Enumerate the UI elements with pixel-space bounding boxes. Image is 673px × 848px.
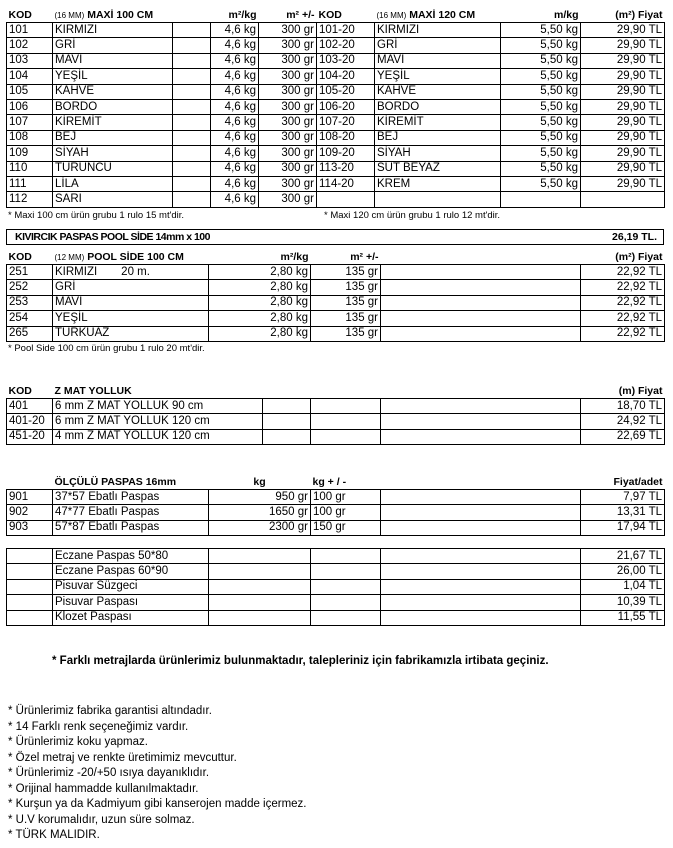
color-cell: GRİ — [375, 38, 501, 53]
amount-cell: 300 gr — [259, 23, 317, 38]
maxi100-note: * Maxi 100 cm ürün grubu 1 rulo 15 mt'dir. — [8, 210, 185, 221]
amount-cell: 135 gr — [311, 265, 381, 280]
kod-cell: 104 — [7, 69, 53, 84]
empty-cell — [381, 490, 581, 505]
table-row — [7, 130, 665, 145]
kod-cell: 102-20 — [317, 38, 375, 53]
amount-cell: 300 gr — [259, 130, 317, 145]
amount-cell: 150 gr — [311, 520, 381, 535]
price-cell: 22,92 TL — [581, 295, 665, 310]
empty-cell — [381, 414, 581, 429]
empty-cell — [7, 564, 53, 579]
color-cell — [53, 311, 209, 326]
weight-cell: 2,80 kg — [209, 265, 311, 280]
pool-header-size: (12 MM) — [54, 252, 85, 262]
empty-cell — [381, 265, 581, 280]
olculu-header-price: Fiyat/adet — [613, 475, 663, 488]
color-cell: KİREMİT — [375, 115, 501, 130]
price-cell: 26,00 TL — [581, 564, 665, 579]
olculu-header-unit: kg — [253, 475, 266, 488]
feature-item: * Ürünlerimiz koku yapmaz. — [8, 736, 148, 748]
table-row — [7, 84, 665, 99]
pool-header-unit: m²/kg — [280, 250, 309, 263]
kod-cell: 254 — [7, 311, 53, 326]
color-label: KIRMIZI — [55, 265, 98, 278]
color-cell: KREM — [375, 176, 501, 191]
olculu-header-row — [7, 475, 665, 490]
kivircik-title: KIVIRCIK PASPAS POOL SİDE 14mm x 100 — [15, 231, 210, 243]
amount-cell: 300 gr — [259, 99, 317, 114]
kod-cell: 101-20 — [317, 23, 375, 38]
maxi-table — [6, 8, 665, 208]
color-cell — [375, 192, 501, 207]
price-cell: 18,70 TL — [581, 399, 665, 414]
color-label: YEŞİL — [55, 311, 88, 324]
weight-cell: 4,6 kg — [211, 161, 259, 176]
price-cell: 10,39 TL — [581, 595, 665, 610]
price-cell: 1,04 TL — [581, 579, 665, 594]
kod-cell: 902 — [7, 505, 53, 520]
weight-cell: 5,50 kg — [501, 176, 581, 191]
weight-cell: 4,6 kg — [211, 23, 259, 38]
name-cell: 4 mm Z MAT YOLLUK 120 cm — [53, 429, 263, 444]
price-cell: 29,90 TL — [581, 176, 665, 191]
empty-cell — [173, 38, 211, 53]
feature-item: * Ürünlerimiz -20/+50 ısıya dayanıklıdır. — [8, 767, 210, 779]
price-cell: 29,90 TL — [581, 130, 665, 145]
table-row — [7, 549, 665, 564]
weight-cell: 4,6 kg — [211, 38, 259, 53]
table-row — [7, 505, 665, 520]
kod-cell: 106-20 — [317, 99, 375, 114]
kod-cell: 107-20 — [317, 115, 375, 130]
kod-cell: 108-20 — [317, 130, 375, 145]
color-cell — [53, 280, 209, 295]
amount-cell: 300 gr — [259, 84, 317, 99]
weight-cell: 4,6 kg — [211, 84, 259, 99]
empty-cell — [381, 520, 581, 535]
farkli-metraj-note: * Farklı metrajlarda ürünlerimiz bulunmaktadır, talepleriniz için fabrikamızla irtibata geçiniz. — [52, 655, 549, 667]
color-cell: BEJ — [53, 130, 173, 145]
empty-cell — [173, 23, 211, 38]
price-cell: 22,69 TL — [581, 429, 665, 444]
kod-cell: 252 — [7, 280, 53, 295]
amount-cell: 135 gr — [311, 311, 381, 326]
maxi-header-unit: m²/kg — [228, 8, 257, 21]
feature-item: * Kurşun ya da Kadmiyum gibi kanserojen madde içermez. — [8, 798, 307, 810]
maxi-header-kod: KOD — [8, 8, 32, 21]
weight-cell: 2,80 kg — [209, 280, 311, 295]
color-cell: YEŞİL — [53, 69, 173, 84]
olculu-header-amount: kg + / - — [312, 475, 347, 488]
feature-item: * Özel metraj ve renkte üretimimiz mevcuttur. — [8, 751, 237, 764]
empty-cell — [263, 399, 311, 414]
name-cell: 57*87 Ebatlı Paspas — [53, 520, 209, 535]
price-cell: 29,90 TL — [581, 161, 665, 176]
kod-cell: 401 — [7, 399, 53, 414]
pool-table — [6, 250, 665, 342]
amount-cell: 100 gr — [311, 490, 381, 505]
weight-cell: 5,50 kg — [501, 69, 581, 84]
feature-item: * U.V korumalıdır, uzun süre solmaz. — [8, 813, 195, 826]
zmat-table — [6, 384, 665, 445]
color-cell — [53, 326, 209, 341]
weight-cell: 5,50 kg — [501, 115, 581, 130]
empty-cell — [311, 399, 381, 414]
color-cell: MAVİ — [53, 53, 173, 68]
empty-cell — [381, 311, 581, 326]
empty-cell — [209, 549, 311, 564]
amount-cell: 300 gr — [259, 161, 317, 176]
table-row — [7, 326, 665, 341]
amount-cell: 135 gr — [311, 326, 381, 341]
table-row — [7, 429, 665, 444]
empty-cell — [311, 549, 381, 564]
weight-cell: 5,50 kg — [501, 161, 581, 176]
color-label: TURKUAZ — [55, 327, 110, 340]
name-cell: Eczane Paspas 60*90 — [53, 564, 209, 579]
name-cell: 47*77 Ebatlı Paspas — [53, 505, 209, 520]
price-cell: 22,92 TL — [581, 311, 665, 326]
empty-cell — [173, 192, 211, 207]
color-label: MAVİ — [55, 296, 83, 309]
table-row — [7, 490, 665, 505]
empty-cell — [381, 549, 581, 564]
table-row — [7, 311, 665, 326]
maxi120-header-name: MAXİ 120 CM — [409, 8, 476, 21]
price-cell: 13,31 TL — [581, 505, 665, 520]
color-cell: SİYAH — [53, 146, 173, 161]
price-cell: 29,90 TL — [581, 69, 665, 84]
color-cell — [53, 265, 209, 280]
table-row — [7, 265, 665, 280]
empty-cell — [173, 115, 211, 130]
price-cell: 7,97 TL — [581, 490, 665, 505]
weight-cell: 2,80 kg — [209, 326, 311, 341]
table-row — [7, 146, 665, 161]
empty-cell — [381, 505, 581, 520]
color-cell — [53, 295, 209, 310]
feature-item: * TÜRK MALIDIR. — [8, 829, 100, 841]
empty-cell — [381, 429, 581, 444]
price-cell: 22,92 TL — [581, 280, 665, 295]
table-row — [7, 295, 665, 310]
maxi-header-amount: m² +/- — [286, 8, 315, 21]
other-table — [6, 548, 665, 626]
name-cell: 37*57 Ebatlı Paspas — [53, 490, 209, 505]
empty-cell — [173, 53, 211, 68]
amount-cell: 135 gr — [311, 295, 381, 310]
price-cell: 29,90 TL — [581, 23, 665, 38]
price-cell: 17,94 TL — [581, 520, 665, 535]
empty-cell — [263, 429, 311, 444]
empty-cell — [209, 579, 311, 594]
color-cell: BEJ — [375, 130, 501, 145]
weight-cell: 1650 gr — [209, 505, 311, 520]
price-cell: 11,55 TL — [581, 610, 665, 625]
color-cell: KAHVE — [375, 84, 501, 99]
price-cell: 29,90 TL — [581, 99, 665, 114]
weight-cell: 4,6 kg — [211, 69, 259, 84]
price-cell: 22,92 TL — [581, 265, 665, 280]
empty-cell — [311, 564, 381, 579]
feature-item: * 14 Farklı renk seçeneğimiz vardır. — [8, 720, 189, 733]
color-cell: LİLA — [53, 176, 173, 191]
weight-cell: 5,50 kg — [501, 130, 581, 145]
empty-cell — [173, 161, 211, 176]
color-cell: SÜT BEYAZ — [375, 161, 501, 176]
color-cell: KAHVE — [53, 84, 173, 99]
table-row — [7, 414, 665, 429]
weight-cell: 950 gr — [209, 490, 311, 505]
empty-cell — [7, 610, 53, 625]
price-cell: 29,90 TL — [581, 38, 665, 53]
maxi120-note: * Maxi 120 cm ürün grubu 1 rulo 12 mt'dir. — [324, 210, 501, 221]
empty-cell — [173, 84, 211, 99]
table-row — [7, 564, 665, 579]
empty-cell — [381, 280, 581, 295]
name-cell: Pisuvar Paspası — [53, 595, 209, 610]
weight-cell: 4,6 kg — [211, 176, 259, 191]
name-cell: 6 mm Z MAT YOLLUK 90 cm — [53, 399, 263, 414]
empty-cell — [311, 579, 381, 594]
amount-cell: 100 gr — [311, 505, 381, 520]
empty-cell — [311, 414, 381, 429]
weight-cell: 5,50 kg — [501, 99, 581, 114]
color-cell: GRİ — [53, 38, 173, 53]
weight-cell: 5,50 kg — [501, 146, 581, 161]
empty-cell — [311, 595, 381, 610]
pool-note: * Pool Side 100 cm ürün grubu 1 rulo 20 mt'dir. — [8, 343, 205, 354]
price-cell: 29,90 TL — [581, 84, 665, 99]
empty-cell — [381, 295, 581, 310]
table-row — [7, 38, 665, 53]
weight-cell: 5,50 kg — [501, 38, 581, 53]
empty-cell — [381, 564, 581, 579]
amount-cell: 300 gr — [259, 69, 317, 84]
maxi-header-size: (16 MM) — [54, 10, 85, 20]
kod-cell: 110 — [7, 161, 53, 176]
color-cell: BORDO — [375, 99, 501, 114]
kod-cell: 253 — [7, 295, 53, 310]
empty-cell — [381, 595, 581, 610]
price-cell: 29,90 TL — [581, 53, 665, 68]
price-cell: 29,90 TL — [581, 146, 665, 161]
table-row — [7, 520, 665, 535]
kod-cell: 903 — [7, 520, 53, 535]
kod-cell: 101 — [7, 23, 53, 38]
amount-cell: 300 gr — [259, 115, 317, 130]
color-cell: TURUNCU — [53, 161, 173, 176]
color-cell: YEŞİL — [375, 69, 501, 84]
zmat-header-name: Z MAT YOLLUK — [54, 384, 132, 397]
table-row — [7, 176, 665, 191]
kod-cell: 108 — [7, 130, 53, 145]
empty-cell — [209, 610, 311, 625]
name-cell: Pisuvar Süzgeci — [53, 579, 209, 594]
maxi120-header-unit: m/kg — [553, 8, 579, 21]
empty-cell — [311, 429, 381, 444]
amount-cell: 300 gr — [259, 192, 317, 207]
empty-cell — [209, 595, 311, 610]
table-row — [7, 115, 665, 130]
kod-cell: 104-20 — [317, 69, 375, 84]
weight-cell: 4,6 kg — [211, 115, 259, 130]
maxi120-header-kod: KOD — [318, 8, 342, 21]
features-list — [8, 704, 307, 844]
empty-cell — [311, 610, 381, 625]
kod-cell: 106 — [7, 99, 53, 114]
color-cell: MAVİ — [375, 53, 501, 68]
kod-cell: 451-20 — [7, 429, 53, 444]
price-cell: 29,90 TL — [581, 115, 665, 130]
kod-cell: 102 — [7, 38, 53, 53]
weight-cell: 4,6 kg — [211, 130, 259, 145]
length-label: 20 m. — [121, 265, 150, 278]
amount-cell: 135 gr — [311, 280, 381, 295]
kod-cell: 113-20 — [317, 161, 375, 176]
color-cell: KIRMIZI — [375, 23, 501, 38]
weight-cell: 2,80 kg — [209, 295, 311, 310]
empty-cell — [7, 595, 53, 610]
kod-cell: 109 — [7, 146, 53, 161]
kod-cell: 105 — [7, 84, 53, 99]
empty-cell — [381, 326, 581, 341]
kod-cell: 107 — [7, 115, 53, 130]
pool-header-amount: m² +/- — [350, 250, 379, 263]
weight-cell: 4,6 kg — [211, 146, 259, 161]
maxi-header-row — [7, 8, 665, 23]
kod-cell: 265 — [7, 326, 53, 341]
color-cell: BORDO — [53, 99, 173, 114]
olculu-header-name: ÖLÇÜLÜ PASPAS 16mm — [54, 475, 177, 488]
kod-cell: 111 — [7, 176, 53, 191]
empty-cell — [173, 130, 211, 145]
kod-cell: 114-20 — [317, 176, 375, 191]
kod-cell: 103 — [7, 53, 53, 68]
empty-cell — [381, 399, 581, 414]
empty-cell — [173, 99, 211, 114]
color-label: GRİ — [55, 281, 76, 294]
pool-header-name: POOL SİDE 100 CM — [87, 250, 184, 263]
empty-cell — [173, 176, 211, 191]
empty-cell — [381, 610, 581, 625]
kod-cell — [317, 192, 375, 207]
weight-cell: 4,6 kg — [211, 53, 259, 68]
empty-cell — [381, 579, 581, 594]
maxi120-header-price: (m²) Fiyat — [615, 8, 663, 21]
color-cell: KIRMIZI — [53, 23, 173, 38]
amount-cell: 300 gr — [259, 176, 317, 191]
table-row — [7, 192, 665, 207]
price-cell: 22,92 TL — [581, 326, 665, 341]
table-row — [7, 53, 665, 68]
table-row — [7, 579, 665, 594]
table-row — [7, 399, 665, 414]
table-row — [7, 280, 665, 295]
amount-cell: 300 gr — [259, 53, 317, 68]
zmat-header-row — [7, 384, 665, 399]
kod-cell: 251 — [7, 265, 53, 280]
maxi-header-name: MAXİ 100 CM — [87, 8, 154, 21]
empty-cell — [7, 549, 53, 564]
pool-header-kod: KOD — [8, 250, 32, 263]
weight-cell: 5,50 kg — [501, 53, 581, 68]
pool-header-price: (m²) Fiyat — [615, 250, 663, 263]
empty-cell — [173, 146, 211, 161]
weight-cell: 5,50 kg — [501, 84, 581, 99]
name-cell: 6 mm Z MAT YOLLUK 120 cm — [53, 414, 263, 429]
table-row — [7, 610, 665, 625]
name-cell: Eczane Paspas 50*80 — [53, 549, 209, 564]
kivircik-banner — [6, 229, 664, 245]
kod-cell: 105-20 — [317, 84, 375, 99]
weight-cell: 4,6 kg — [211, 99, 259, 114]
price-cell: 24,92 TL — [581, 414, 665, 429]
color-cell: SARI — [53, 192, 173, 207]
kod-cell: 112 — [7, 192, 53, 207]
kod-cell: 401-20 — [7, 414, 53, 429]
empty-cell — [263, 414, 311, 429]
table-row — [7, 69, 665, 84]
kivircik-price: 26,19 TL. — [612, 231, 657, 243]
price-cell — [581, 192, 665, 207]
empty-cell — [7, 579, 53, 594]
table-row — [7, 595, 665, 610]
weight-cell: 2,80 kg — [209, 311, 311, 326]
table-row — [7, 23, 665, 38]
weight-cell — [501, 192, 581, 207]
table-row — [7, 99, 665, 114]
empty-cell — [209, 564, 311, 579]
feature-item: * Orijinal hammadde kullanılmaktadır. — [8, 782, 199, 795]
color-cell: KİREMİT — [53, 115, 173, 130]
kod-cell: 901 — [7, 490, 53, 505]
zmat-header-price: (m) Fiyat — [618, 384, 663, 397]
empty-cell — [173, 69, 211, 84]
feature-item: * Ürünlerimiz fabrika garantisi altındadır. — [8, 705, 212, 717]
amount-cell: 300 gr — [259, 38, 317, 53]
color-cell: SİYAH — [375, 146, 501, 161]
olculu-table — [6, 475, 665, 536]
kod-cell: 103-20 — [317, 53, 375, 68]
weight-cell: 4,6 kg — [211, 192, 259, 207]
maxi120-header-size: (16 MM) — [376, 10, 407, 20]
weight-cell: 5,50 kg — [501, 23, 581, 38]
table-row — [7, 161, 665, 176]
pool-header-row — [7, 250, 665, 265]
kod-cell: 109-20 — [317, 146, 375, 161]
amount-cell: 300 gr — [259, 146, 317, 161]
name-cell: Klozet Paspası — [53, 610, 209, 625]
zmat-header-kod: KOD — [8, 384, 32, 397]
price-cell: 21,67 TL — [581, 549, 665, 564]
weight-cell: 2300 gr — [209, 520, 311, 535]
